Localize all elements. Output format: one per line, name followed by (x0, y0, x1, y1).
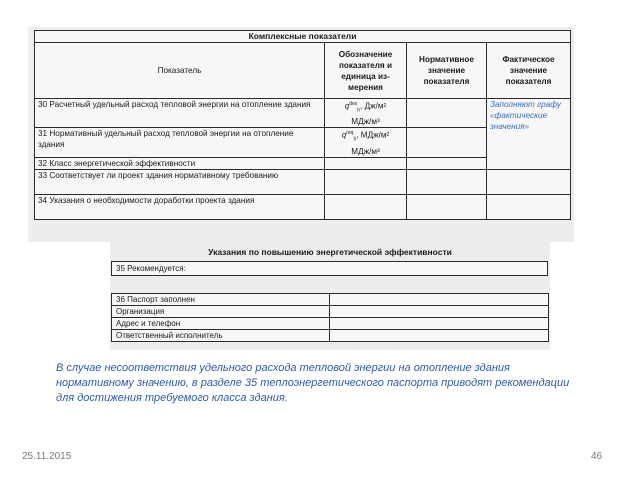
complex-indicators-scan (28, 27, 574, 242)
symbol: q (341, 131, 347, 141)
designation-cell (325, 99, 407, 128)
row-label: 33 Соответствует ли проект здания нормативному требованию (35, 169, 325, 194)
symbol-sup: req (346, 130, 354, 137)
footer-date: 25.11.2015 (22, 451, 72, 462)
header-actual: Фактическое значение показателя (487, 43, 571, 99)
row-label: 36 Паспорт заполнен (112, 294, 330, 306)
slide-caption: В случае несоответствия удельного расхода тепловой энергии на отопление здания нормативному значению, в разделе 35 теплоэнергетического паспорта приводят рекомендации для достижения требуемого класса здания. (56, 362, 570, 404)
designation-cell (325, 128, 407, 157)
table-row (35, 194, 571, 219)
normative-cell (407, 99, 487, 128)
unit: , Дж/м² (360, 101, 387, 111)
unit-alt: МДж/м³ (351, 117, 380, 127)
table-row (112, 318, 549, 330)
table-row (112, 294, 549, 306)
symbol-sub: h (357, 107, 361, 114)
row-label: Ответственный исполнитель (112, 330, 330, 342)
row-label: 34 Указания о необходимости доработки проекта здания (35, 194, 325, 219)
header-normative: Нормативное значение показателя (407, 43, 487, 99)
row-label: 32 Класс энергетической эффективности (35, 157, 325, 169)
header-designation: Обозначение показателя и единица из- мерения (325, 43, 407, 99)
symbol-sup: des (349, 101, 358, 107)
row-label: Организация (112, 306, 330, 318)
table-caption: Комплексные показатели (35, 31, 571, 43)
header-indicator: Показатель (35, 43, 325, 99)
table-row (112, 330, 549, 342)
unit-alt: МДж/м³ (351, 146, 380, 156)
recommendations-table (111, 261, 548, 276)
row-label: 30 Расчетный удельный расход тепловой энергии на отопление здания (35, 99, 325, 128)
row-label: 31 Нормативный удельный расход тепловой энергии на отопление здания (35, 128, 325, 157)
recommendations-scan (110, 241, 550, 350)
recommendations-title: Указания по повышению энергетической эффективности (208, 247, 452, 257)
normative-cell (407, 128, 487, 157)
actual-note: Заполняют графу «фактические значения» (487, 99, 571, 170)
page-number: 46 (591, 451, 603, 462)
unit: , МДж/м² (356, 131, 390, 141)
symbol: q (344, 101, 350, 111)
table-row (35, 99, 571, 128)
row-label: Адрес и телефон (112, 318, 330, 330)
symbol-sub: h (353, 136, 357, 143)
complex-indicators-table (34, 30, 571, 220)
row-35: 35 Рекомендуется: (112, 262, 548, 276)
passport-table (111, 293, 549, 342)
table-row (35, 169, 571, 194)
table-row (112, 306, 549, 318)
